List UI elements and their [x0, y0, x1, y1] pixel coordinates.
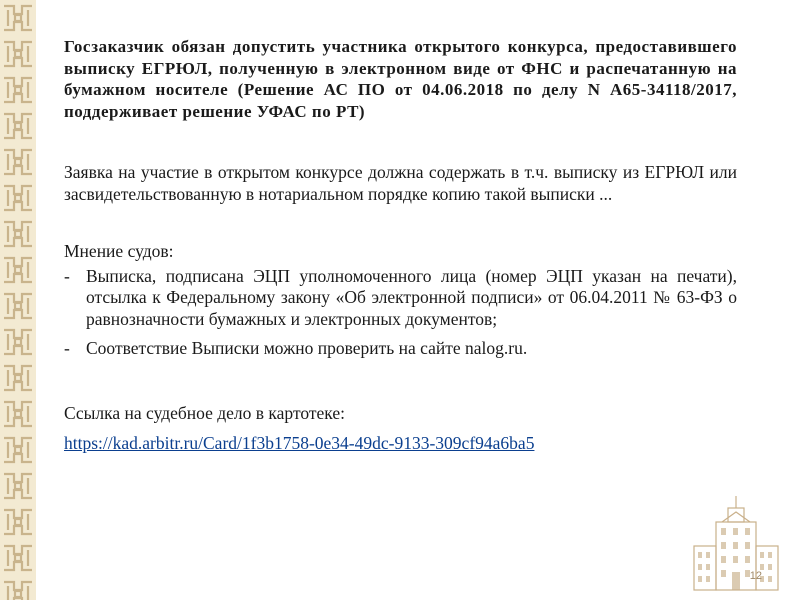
courts-heading: Мнение судов: — [64, 241, 174, 261]
slide-content — [64, 36, 737, 454]
requirement-paragraph: Заявка на участие в открытом конкурсе должна содержать в т.ч. выписку из ЕГРЮЛ или засвидетельствованную в нотариальном порядке копию такой выписки ... — [64, 162, 737, 204]
list-item-text: Выписка, подписана ЭЦП уполномоченного лица (номер ЭЦП указан на печати), отсылка к Федеральному закону «Об электронной подписи» от 06.04.2011 № 63-ФЗ о равнозначности бумажных и электронных документов; — [86, 265, 737, 329]
list-item — [64, 266, 737, 331]
courts-opinion-list — [64, 266, 737, 360]
list-item-text: Соответствие Выписки можно проверить на сайте nalog.ru. — [86, 338, 528, 358]
bullet-marker: - — [64, 338, 70, 358]
ornamental-border-icon — [0, 0, 36, 600]
link-caption: Ссылка на судебное дело в картотеке: — [64, 402, 345, 423]
building-icon — [692, 492, 780, 592]
page-number: 12 — [749, 570, 762, 582]
court-case-link[interactable]: https://kad.arbitr.ru/Card/1f3b1758-0e34-49dc-9133-309cf94a6ba5 — [64, 433, 535, 453]
bullet-marker: - — [64, 265, 70, 286]
list-item — [64, 338, 737, 360]
bold-paragraph: Госзаказчик обязан допустить участника открытого конкурса, предоставившего выписку ЕГРЮЛ, полученную в электронном виде от ФНС и распечатанную на бумажном носителе (Решение АС ПО от 04.06.2018 по делу N А65-34118/2017, поддерживает решение УФАС по РТ) — [64, 37, 737, 121]
